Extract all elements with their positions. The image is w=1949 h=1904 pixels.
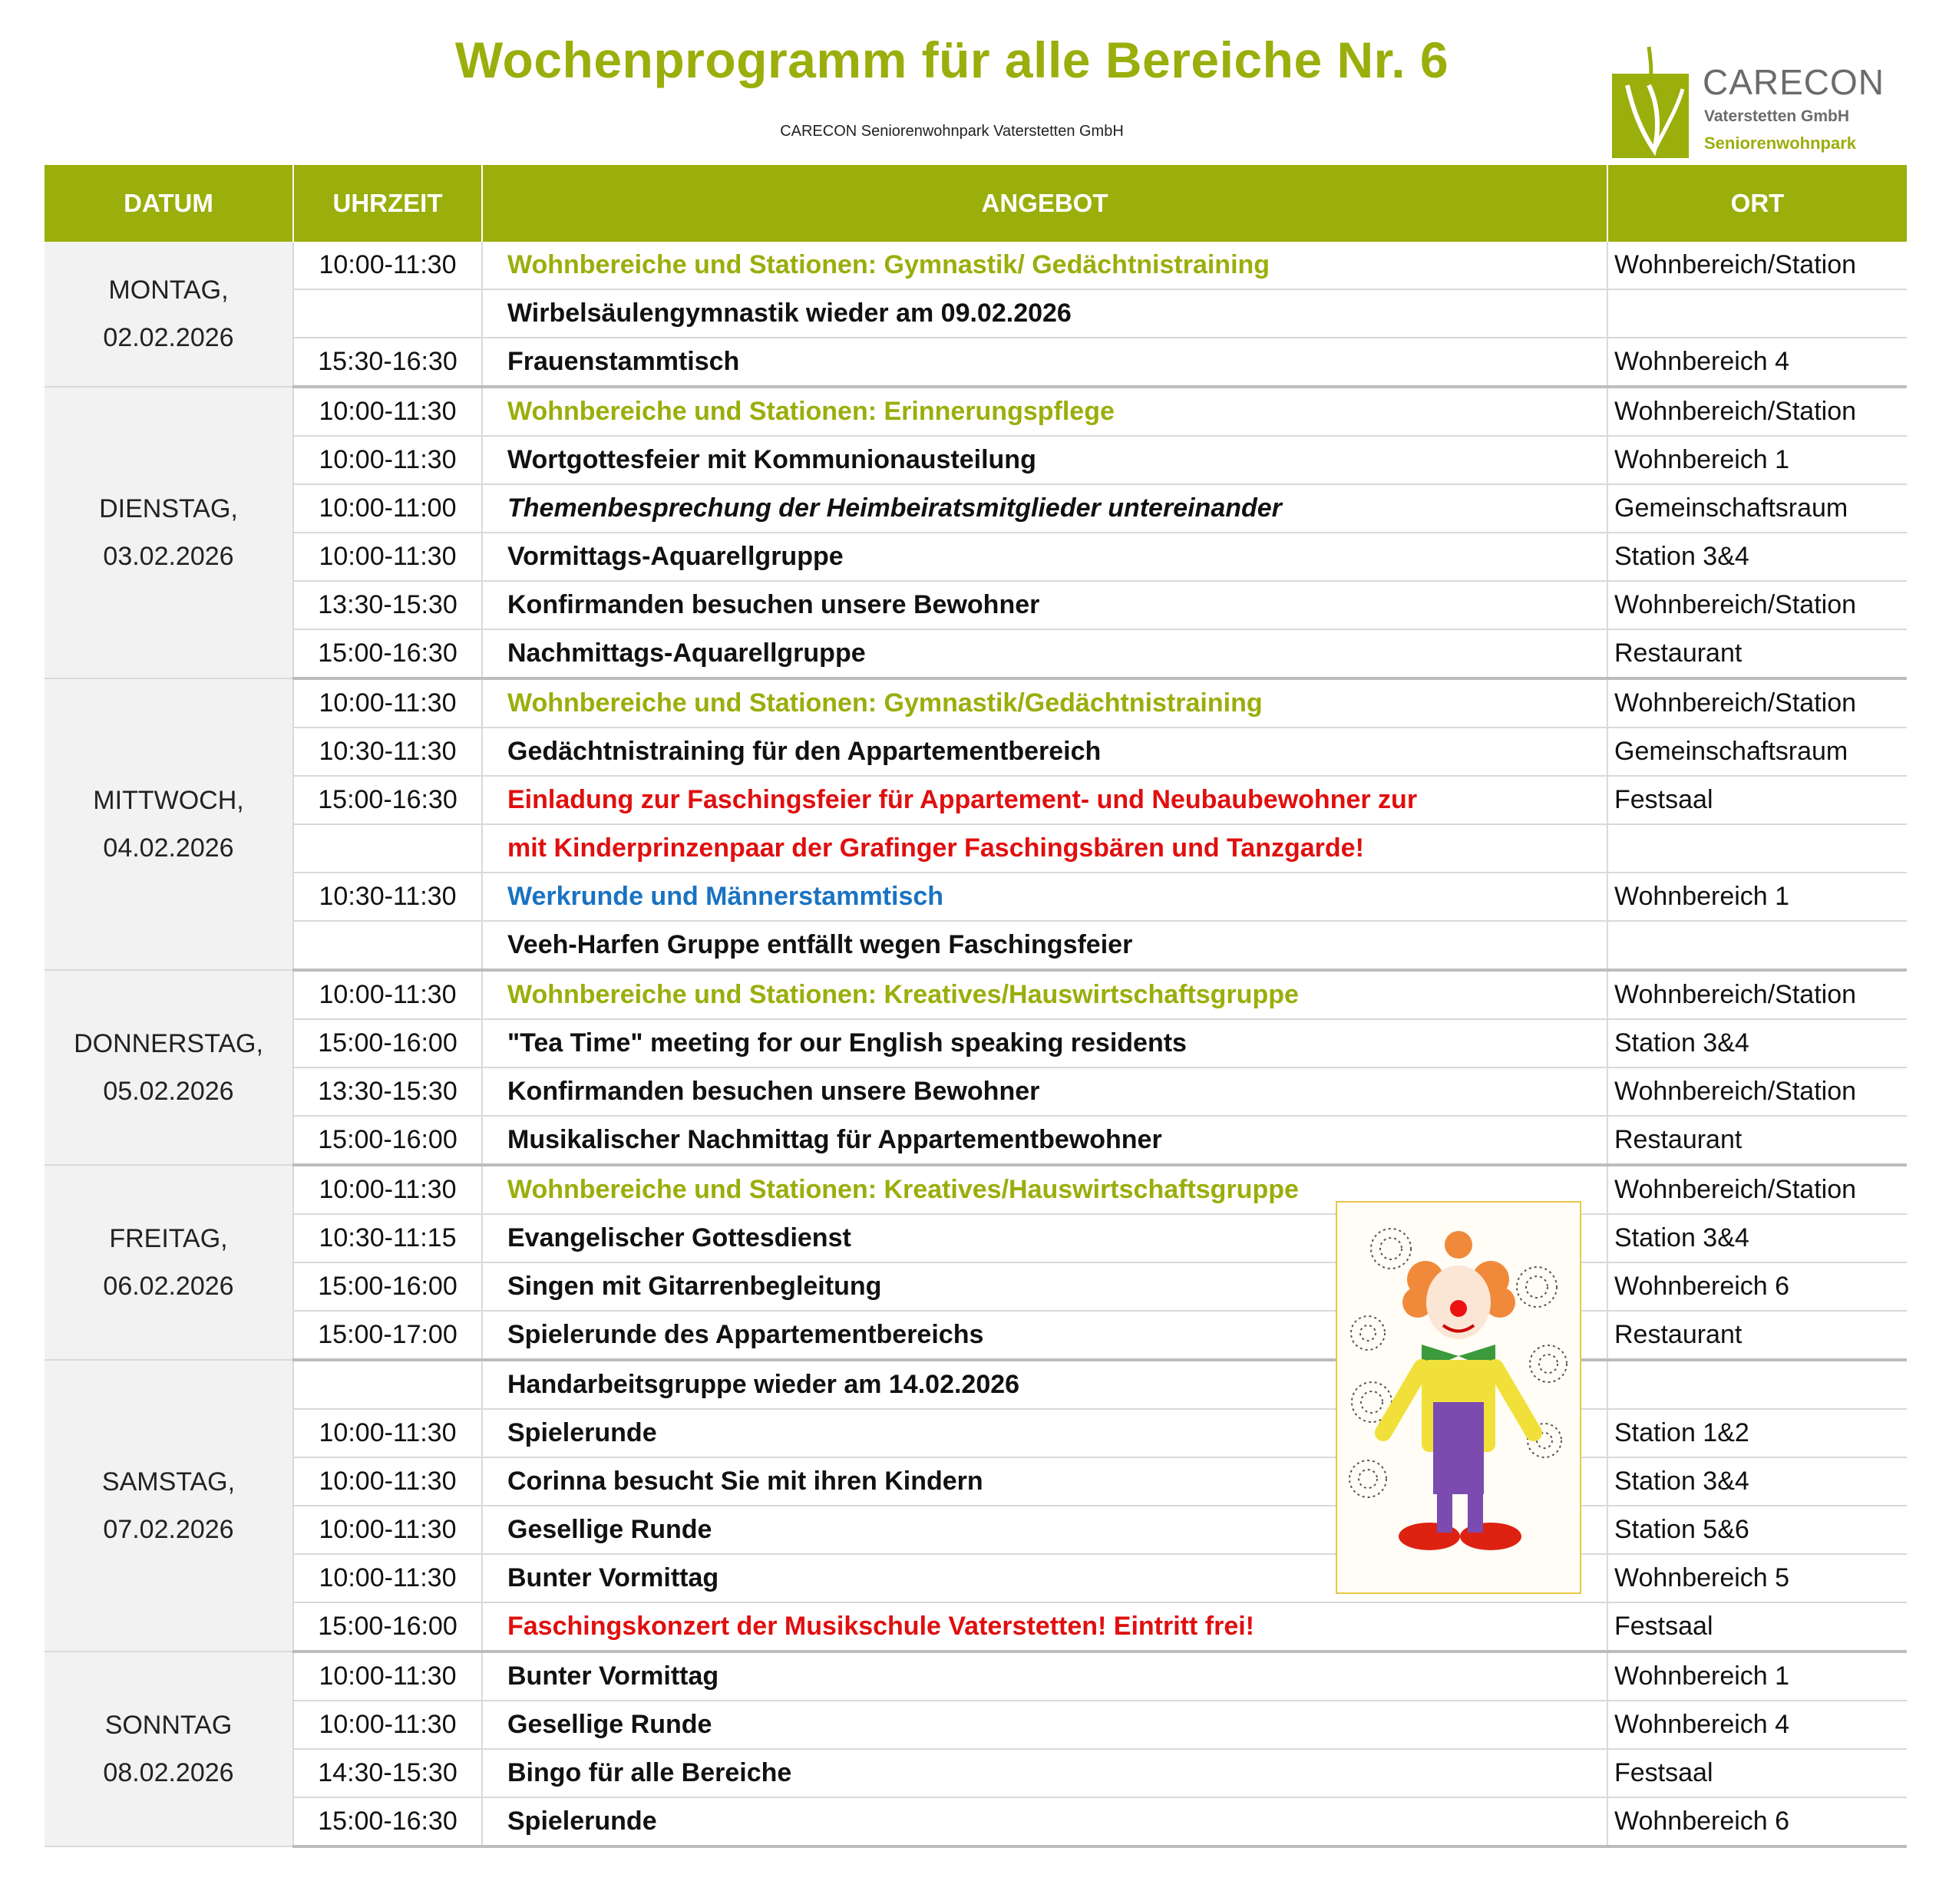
time-cell: 15:30-16:30 <box>293 338 482 387</box>
activity-cell: Bunter Vormittag <box>482 1652 1607 1701</box>
table-row <box>45 1116 1907 1165</box>
day-name: SONNTAG <box>104 1711 233 1740</box>
activity-cell: Wohnbereiche und Stationen: Gymnastik/Gedächtnistraining <box>482 678 1607 728</box>
day-name: DIENSTAG, <box>99 494 238 523</box>
table-row <box>45 728 1907 776</box>
column-header-datum: DATUM <box>45 165 293 242</box>
day-name: FREITAG, <box>109 1224 228 1253</box>
table-row <box>45 1652 1907 1701</box>
location-cell <box>1607 824 1907 873</box>
time-cell: 10:00-11:30 <box>293 242 482 289</box>
column-header-uhrzeit: UHRZEIT <box>293 165 482 242</box>
time-cell: 10:30-11:30 <box>293 728 482 776</box>
column-header-angebot: ANGEBOT <box>482 165 1607 242</box>
location-cell: Wohnbereich/Station <box>1607 970 1907 1019</box>
time-cell: 10:00-11:00 <box>293 484 482 533</box>
table-row <box>45 484 1907 533</box>
table-row <box>45 533 1907 581</box>
time-cell: 14:30-15:30 <box>293 1749 482 1797</box>
time-cell <box>293 289 482 338</box>
carecon-leaf-icon <box>1612 43 1698 158</box>
table-row <box>45 1262 1907 1311</box>
day-cell <box>45 1165 293 1360</box>
location-cell: Restaurant <box>1607 1116 1907 1165</box>
time-cell: 10:00-11:30 <box>293 1701 482 1749</box>
table-row <box>45 1554 1907 1602</box>
column-header-ort: ORT <box>1607 165 1907 242</box>
day-cell <box>45 1360 293 1652</box>
activity-cell: Evangelischer Gottesdienst <box>482 1214 1607 1262</box>
table-row <box>45 1409 1907 1457</box>
day-date: 05.02.2026 <box>103 1077 234 1106</box>
time-cell: 10:00-11:30 <box>293 1652 482 1701</box>
location-cell: Wohnbereich 1 <box>1607 436 1907 484</box>
table-row <box>45 1311 1907 1360</box>
location-cell: Restaurant <box>1607 1311 1907 1360</box>
time-cell <box>293 824 482 873</box>
activity-cell: Spielerunde <box>482 1797 1607 1846</box>
clown-illustration <box>1336 1201 1581 1594</box>
activity-cell: Bingo für alle Bereiche <box>482 1749 1607 1797</box>
table-row <box>45 289 1907 338</box>
location-cell: Festsaal <box>1607 1602 1907 1652</box>
table-row <box>45 1457 1907 1506</box>
time-cell: 15:00-16:30 <box>293 1797 482 1846</box>
time-cell: 10:00-11:30 <box>293 436 482 484</box>
logo-subline-company: Vaterstetten GmbH <box>1704 107 1850 125</box>
day-name: MITTWOCH, <box>93 786 244 815</box>
location-cell: Station 3&4 <box>1607 1457 1907 1506</box>
day-name: SAMSTAG, <box>101 1467 236 1496</box>
time-cell: 15:00-16:30 <box>293 629 482 678</box>
table-row <box>45 1506 1907 1554</box>
table-row <box>45 338 1907 387</box>
day-date: 08.02.2026 <box>103 1758 234 1787</box>
activity-cell: Werkrunde und Männerstammtisch <box>482 873 1607 921</box>
location-cell: Wohnbereich 5 <box>1607 1554 1907 1602</box>
location-cell: Festsaal <box>1607 1749 1907 1797</box>
location-cell: Wohnbereich/Station <box>1607 387 1907 436</box>
day-name: MONTAG, <box>108 276 229 305</box>
table-row <box>45 776 1907 824</box>
table-row <box>45 824 1907 873</box>
table-row <box>45 873 1907 921</box>
time-cell: 10:00-11:30 <box>293 970 482 1019</box>
time-cell: 15:00-16:00 <box>293 1262 482 1311</box>
logo-name: CARECON <box>1703 62 1885 102</box>
carecon-logo <box>1612 37 1885 160</box>
time-cell <box>293 921 482 970</box>
table-row <box>45 1214 1907 1262</box>
table-row <box>45 1067 1907 1116</box>
time-cell: 10:00-11:30 <box>293 1409 482 1457</box>
table-row <box>45 678 1907 728</box>
table-row <box>45 1019 1907 1067</box>
activity-cell: Nachmittags-Aquarellgruppe <box>482 629 1607 678</box>
location-cell: Gemeinschaftsraum <box>1607 728 1907 776</box>
time-cell <box>293 1360 482 1409</box>
logo-subline-park: Seniorenwohnpark <box>1704 134 1857 153</box>
activity-cell: Wohnbereiche und Stationen: Kreatives/Hauswirtschaftsgruppe <box>482 1165 1607 1214</box>
location-cell: Wohnbereich/Station <box>1607 678 1907 728</box>
table-row <box>45 921 1907 970</box>
table-body <box>45 242 1907 1846</box>
day-date: 02.02.2026 <box>103 323 234 352</box>
time-cell: 10:00-11:30 <box>293 678 482 728</box>
day-date: 03.02.2026 <box>103 542 234 571</box>
table-row <box>45 387 1907 436</box>
location-cell: Station 3&4 <box>1607 1214 1907 1262</box>
location-cell: Station 1&2 <box>1607 1409 1907 1457</box>
location-cell <box>1607 921 1907 970</box>
activity-cell: Bunter Vormittag <box>482 1554 1607 1602</box>
activity-cell: Faschingskonzert der Musikschule Vaterstetten! Eintritt frei! <box>482 1602 1607 1652</box>
table-row <box>45 1701 1907 1749</box>
activity-cell: Wirbelsäulengymnastik wieder am 09.02.2026 <box>482 289 1607 338</box>
activity-cell: Vormittags-Aquarellgruppe <box>482 533 1607 581</box>
activity-cell: Corinna besucht Sie mit ihren Kindern <box>482 1457 1607 1506</box>
time-cell: 15:00-17:00 <box>293 1311 482 1360</box>
table-row <box>45 242 1907 289</box>
table-row <box>45 629 1907 678</box>
day-cell <box>45 1652 293 1846</box>
weekly-program-table <box>45 165 1907 1848</box>
table-row <box>45 1797 1907 1846</box>
page-title: Wochenprogramm für alle Bereiche Nr. 6 <box>454 31 1449 88</box>
table-row <box>45 1165 1907 1214</box>
activity-cell: Gesellige Runde <box>482 1701 1607 1749</box>
location-cell: Station 3&4 <box>1607 533 1907 581</box>
activity-cell: Veeh-Harfen Gruppe entfällt wegen Faschingsfeier <box>482 921 1607 970</box>
location-cell <box>1607 1360 1907 1409</box>
day-cell <box>45 242 293 387</box>
day-date: 04.02.2026 <box>103 833 234 863</box>
time-cell: 13:30-15:30 <box>293 1067 482 1116</box>
time-cell: 15:00-16:30 <box>293 776 482 824</box>
activity-cell: Handarbeitsgruppe wieder am 14.02.2026 <box>482 1360 1607 1409</box>
activity-cell: Wohnbereiche und Stationen: Kreatives/Hauswirtschaftsgruppe <box>482 970 1607 1019</box>
time-cell: 10:00-11:30 <box>293 533 482 581</box>
table-row <box>45 1749 1907 1797</box>
location-cell: Festsaal <box>1607 776 1907 824</box>
location-cell: Wohnbereich/Station <box>1607 1067 1907 1116</box>
activity-cell: "Tea Time" meeting for our English speaking residents <box>482 1019 1607 1067</box>
location-cell: Wohnbereich 6 <box>1607 1262 1907 1311</box>
activity-cell: Singen mit Gitarrenbegleitung <box>482 1262 1607 1311</box>
clown-drawing <box>1337 1203 1580 1592</box>
location-cell: Wohnbereich 4 <box>1607 338 1907 387</box>
location-cell: Wohnbereich/Station <box>1607 242 1907 289</box>
time-cell: 15:00-16:00 <box>293 1019 482 1067</box>
location-cell: Wohnbereich/Station <box>1607 581 1907 629</box>
activity-cell: Musikalischer Nachmittag für Appartementbewohner <box>482 1116 1607 1165</box>
table-row <box>45 1360 1907 1409</box>
table-row <box>45 436 1907 484</box>
table-row <box>45 1602 1907 1652</box>
location-cell: Station 3&4 <box>1607 1019 1907 1067</box>
location-cell: Restaurant <box>1607 629 1907 678</box>
time-cell: 10:00-11:30 <box>293 387 482 436</box>
location-cell: Wohnbereich 1 <box>1607 1652 1907 1701</box>
location-cell: Wohnbereich/Station <box>1607 1165 1907 1214</box>
location-cell: Wohnbereich 4 <box>1607 1701 1907 1749</box>
activity-cell: Themenbesprechung der Heimbeiratsmitglieder untereinander <box>482 484 1607 533</box>
activity-cell: Gesellige Runde <box>482 1506 1607 1554</box>
activity-cell: Spielerunde <box>482 1409 1607 1457</box>
time-cell: 10:00-11:30 <box>293 1457 482 1506</box>
page-subtitle: CARECON Seniorenwohnpark Vaterstetten GmbH <box>780 123 1124 140</box>
location-cell: Wohnbereich 6 <box>1607 1797 1907 1846</box>
table-row <box>45 970 1907 1019</box>
time-cell: 15:00-16:00 <box>293 1116 482 1165</box>
time-cell: 10:30-11:30 <box>293 873 482 921</box>
location-cell: Wohnbereich 1 <box>1607 873 1907 921</box>
day-cell <box>45 387 293 678</box>
location-cell: Gemeinschaftsraum <box>1607 484 1907 533</box>
activity-cell: Einladung zur Faschingsfeier für Appartement- und Neubaubewohner zur <box>482 776 1607 824</box>
day-date: 07.02.2026 <box>103 1515 234 1544</box>
day-cell <box>45 678 293 970</box>
activity-cell: Wohnbereiche und Stationen: Gymnastik/ Gedächtnistraining <box>482 242 1607 289</box>
time-cell: 10:00-11:30 <box>293 1554 482 1602</box>
activity-cell: Konfirmanden besuchen unsere Bewohner <box>482 1067 1607 1116</box>
day-cell <box>45 970 293 1165</box>
table-row <box>45 581 1907 629</box>
table-header-row <box>45 165 1907 242</box>
day-name: DONNERSTAG, <box>74 1029 263 1058</box>
activity-cell: Spielerunde des Appartementbereichs <box>482 1311 1607 1360</box>
activity-cell: Konfirmanden besuchen unsere Bewohner <box>482 581 1607 629</box>
location-cell <box>1607 289 1907 338</box>
activity-cell: Frauenstammtisch <box>482 338 1607 387</box>
location-cell: Station 5&6 <box>1607 1506 1907 1554</box>
activity-cell: Wortgottesfeier mit Kommunionausteilung <box>482 436 1607 484</box>
activity-cell: mit Kinderprinzenpaar der Grafinger Faschingsbären und Tanzgarde! <box>482 824 1607 873</box>
day-date: 06.02.2026 <box>103 1272 234 1301</box>
activity-cell: Wohnbereiche und Stationen: Erinnerungspflege <box>482 387 1607 436</box>
activity-cell: Gedächtnistraining für den Appartementbereich <box>482 728 1607 776</box>
time-cell: 15:00-16:00 <box>293 1602 482 1652</box>
time-cell: 10:00-11:30 <box>293 1506 482 1554</box>
time-cell: 13:30-15:30 <box>293 581 482 629</box>
time-cell: 10:00-11:30 <box>293 1165 482 1214</box>
time-cell: 10:30-11:15 <box>293 1214 482 1262</box>
